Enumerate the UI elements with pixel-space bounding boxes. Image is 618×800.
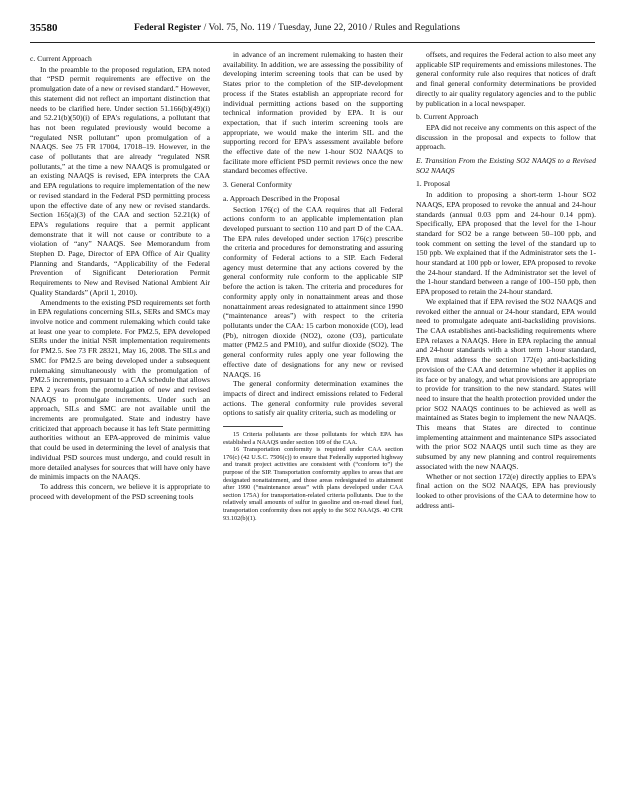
- paragraph: We explained that if EPA revised the SO2 NAAQS and revoked either the annual or 24-hour standard, EPA would need to promulgate adequate anti-backsliding provisions. The CAA establishes anti-backsliding requirements where EPA relaxes a NAAQS. Here in EPA replacing the annual and 24-hour standards with a short term 1-hour standard, EPA must address the section 172(e) anti-backsliding provision of the CAA and determine whether it applies on its face or by analogy, and what provisions are appropriate to provide for transition to the new standard. States will need to insure that the health protection provided under the prior SO2 NAAQS continues to be achieved as well as maintained as States begin to implement the new NAAQS. This means that States are directed to continue implementing attainment and maintenance SIPs associated with the prior SO2 NAAQS until such time as they are subsumed by any new planning and control requirements associated with the new NAAQS.: [416, 296, 596, 471]
- paragraph: Section 176(c) of the CAA requires that all Federal actions conform to an applicable implementation plan developed pursuant to section 110 and part D of the CAA. The EPA rules developed under section 176(c) prescribe the criteria and procedures for demonstrating and assuring conformity of Federal actions to a SIP. Each Federal agency must determine that any actions covered by the general conformity rule conform to the applicable SIP before the action is taken. The criteria and procedures for conformity apply only in nonattainment areas and those nonattainment areas redesignated to attainment since 1990 (“maintenance areas”) with respect to the criteria pollutants under the CAA: 15 carbon monoxide (CO), lead (Pb), nitrogen dioxide (NO2), ozone (O3), particulate matter (PM2.5 and PM10), and sulfur dioxide (SO2). The general conformity rules apply one year following the effective date of designations for any new or revised NAAQS. 16: [223, 204, 403, 379]
- section-heading-general-conformity: 3. General Conformity: [223, 180, 292, 190]
- issue-info: / Vol. 75, No. 119 / Tuesday, June 22, 2010 / Rules and Regulations: [203, 23, 460, 33]
- section-heading-current-approach-b: b. Current Approach: [416, 112, 479, 122]
- column-3: [416, 50, 596, 510]
- running-head: [134, 23, 460, 33]
- paragraph: EPA did not receive any comments on this aspect of the discussion in the proposal and expects to follow that approach.: [416, 122, 596, 152]
- footnote-16: 16 Transportation conformity is required under CAA section 176(c) (42 U.S.C. 7506(c)) to ensure that Federally supported highway and transit project activities are consistent with (“conform to”) the purpose of the SIP. Transportation conformity applies to areas that are designated nonattainment, and those areas redesignated to attainment after 1990 (“maintenance areas” with plans developed under CAA section 175A) for transportation-related criteria pollutants. Due to the relatively small amounts of sulfur in gasoline and on-road diesel fuel, transportation conformity does not apply to the SO2 NAAQS. 40 CFR 93.102(b)(1).: [223, 446, 403, 522]
- column-2: [223, 50, 403, 522]
- footnote-rule: [223, 426, 283, 427]
- paragraph: The general conformity determination examines the impacts of direct and indirect emissions related to Federal actions. The general conformity rule provides several options to satisfy air quality criteria, such as modeling or: [223, 379, 403, 418]
- paragraph: Whether or not section 172(e) directly applies to EPA's final action on the SO2 NAAQS, EPA has previously looked to other provisions of the CAA to determine how to address anti-: [416, 471, 596, 510]
- section-heading-proposal: 1. Proposal: [416, 179, 451, 189]
- paragraph: offsets, and requires the Federal action to also meet any applicable SIP requirements and emissions milestones. The general conformity rule also requires that notices of draft and final general conformity determinations be provided directly to air quality regulatory agencies and to the public by publication in a local newspaper.: [416, 50, 596, 108]
- section-heading-current-approach: c. Current Approach: [30, 54, 92, 63]
- section-heading-transition: E. Transition From the Existing SO2 NAAQS to a Revised SO2 NAAQS: [416, 156, 596, 175]
- paragraph: Amendments to the existing PSD requirements set forth in EPA regulations concerning SILs, SERs and SMCs may involve notice and comment rulemaking which could take at least one year to complete. For PM2.5, EPA developed SERs under the initial NSR implementation requirements for PM2.5. See 73 FR 28321, May 16, 2008. The SILs and SMC for PM2.5 are being developed under a subsequent rulemaking simultaneously with the promulgation of PM2.5 increments, pursuant to a CAA schedule that allows EPA 2 years from the promulgation of new and revised NAAQS to promulgate increments. Under such an approach, SILs and SMC are not available until the increments are promulgated. State and industry have criticized that approach because it has left State permitting authorities without an EPA-approved de minimis value that could be used in determining the level of analysis that individual PSD sources must undergo, and could result in more detailed analyses for sources that will have only have de minimis impacts on the NAAQS.: [30, 297, 210, 482]
- header-rule: [30, 42, 595, 43]
- footnote-15: 15 Criteria pollutants are those pollutants for which EPA has established a NAAQS under section 109 of the CAA.: [223, 431, 403, 446]
- page-number: 35580: [30, 22, 58, 34]
- paragraph: To address this concern, we believe it is appropriate to proceed with development of the PSD screening tools: [30, 481, 210, 501]
- journal-name: Federal Register: [134, 23, 202, 33]
- paragraph: In addition to proposing a short-term 1-hour SO2 NAAQS, EPA proposed to revoke the annual and 24-hour standards (annual 0.03 ppm and 24-hour 0.14 ppm). Specifically, EPA proposed that the level for the 1-hour standard for SO2 be a range between 50–100 ppb, and took comment on setting the level of the standard up to 150 ppb. We explained that if the Administrator sets the 1-hour standard at 100 ppb or lower, EPA proposed to revoke the 24-hour standard. If the Administrator set the level of the 1-hour standard between a range of 100–150 ppb, then EPA proposed to retain the 24-hour standard.: [416, 190, 596, 297]
- column-1: [30, 50, 210, 501]
- paragraph: in advance of an increment rulemaking to hasten their availability. In addition, we are assessing the possibility of developing interim screening tools that can be used by States prior to the completion of the SIP-development process if the States establish an appropriate record for individual permitting actions based on the supporting technical information provided by EPA. It is our expectation, that if such interim screening tools are appropriate, we would make the interim SIL and the supporting record for EPA's assessment available before the effective date of the new 1-hour SO2 NAAQS to facilitate more efficient PSD permit reviews once the new standard becomes effective.: [223, 50, 403, 176]
- paragraph: In the preamble to the proposed regulation, EPA noted that “PSD permit requirements are effective on the promulgation date of a new or revised standard.” However, this statement did not reflect an important distinction that needs to be clarified here. Under section 51.166(b)(49)(i) and 52.21(b)(50)(i) of EPA's regulations, a pollutant that has not been regulated previously would become a “regulated NSR pollutant” upon promulgation of a NAAQS. See 75 FR 17004, 17018–19. However, in the case of pollutants that are already “regulated NSR pollutants,” at the time a new NAAQS is promulgated or an existing NAAQS is revised, EPA interprets the CAA and EPA regulations to require implementation of the new or revised standard in the Federal PSD permitting process upon the effective date of any new or revised standards. Section 165(a)(3) of the CAA and section 52.21(k) of EPA's regulations require that a permit applicant demonstrate that it will not cause or contribute to a violation of “any” NAAQS. See Memorandum from Stephen D. Page, Director of EPA Office of Air Quality Planning and Standards, “Applicability of the Federal Prevention of Significant Deterioration Permit Requirements to New and Revised National Ambient Air Quality Standards” (April 1, 2010).: [30, 64, 210, 297]
- section-heading-approach-proposal: a. Approach Described in the Proposal: [223, 193, 340, 203]
- page-header: [30, 22, 595, 38]
